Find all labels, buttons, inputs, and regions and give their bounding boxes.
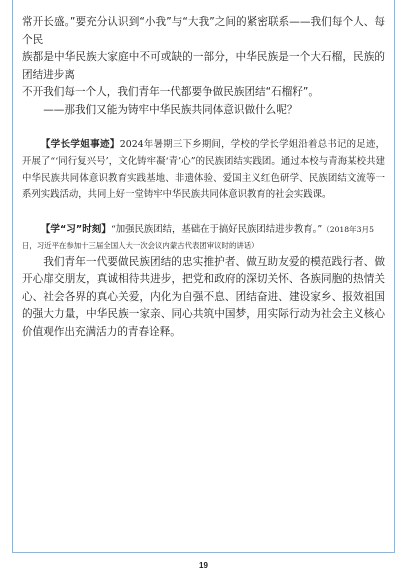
senior-story-text: 2024年暑期三下乡期间，学校的学长学姐沿着总书记的足迹，开展了“‘同行复兴号’，文化铸牢凝‘青’心”的民族团结实践团。通过本校与青海某校共建中华民族共同体意识教育实践基地、非遗体验、爱国主义红色研学、民族团结文流等一系列实践活动，共同上好一堂铸牢中华民族共同体意识教育的社会实践课。: [22, 139, 385, 201]
study-moment-source: 日，习近平在参加十三届全国人大一次会议内蒙古代表团审议时的讲话）: [22, 240, 259, 250]
page-content: [22, 14, 385, 341]
study-moment-date: （2018年3月5: [322, 225, 374, 235]
senior-story-tag: 【学长学姐事迹】: [40, 139, 120, 150]
paragraph-line: 不开我们每一个人，我们青年一代都要争做民族团结“石榴籽”。: [22, 86, 320, 98]
senior-story-box: [22, 137, 385, 204]
study-moment-quote: “加强民族团结，基础在于搞好民族团结进步教育。”: [110, 224, 323, 236]
study-moment-tag: 【学“习”时刻】: [40, 224, 111, 236]
study-moment-box: [22, 222, 385, 239]
paragraph-line: 族都是中华民族大家庭中不可或缺的一部分，中华民族是一个大石榴，民族的团结进步离: [22, 51, 385, 81]
paragraph-line: 常开长盛。”要充分认识到“小我”与“大我”之间的紧密联系——我们每个人、每个民: [22, 16, 385, 46]
closing-paragraph: 我们青年一代要做民族团结的忠实推护者、做互助友爱的模范践行者、做开心扉交朋友，真诚相待共进步，把党和政府的深切关怀、各族同胞的热情关心、社会各界的真心关爱，内化为自强不息、团结奋进、建设家乡、报效祖国的强大力量，中华民族一家亲、同心共筑中国梦，用实际行动为社会主义核心价值观作出充满活力的青春诠释。: [22, 255, 385, 338]
page-number: 19: [199, 561, 208, 570]
question-line: ——那我们又能为铸牢中华民族共同体意识做什么呢？: [43, 103, 298, 116]
